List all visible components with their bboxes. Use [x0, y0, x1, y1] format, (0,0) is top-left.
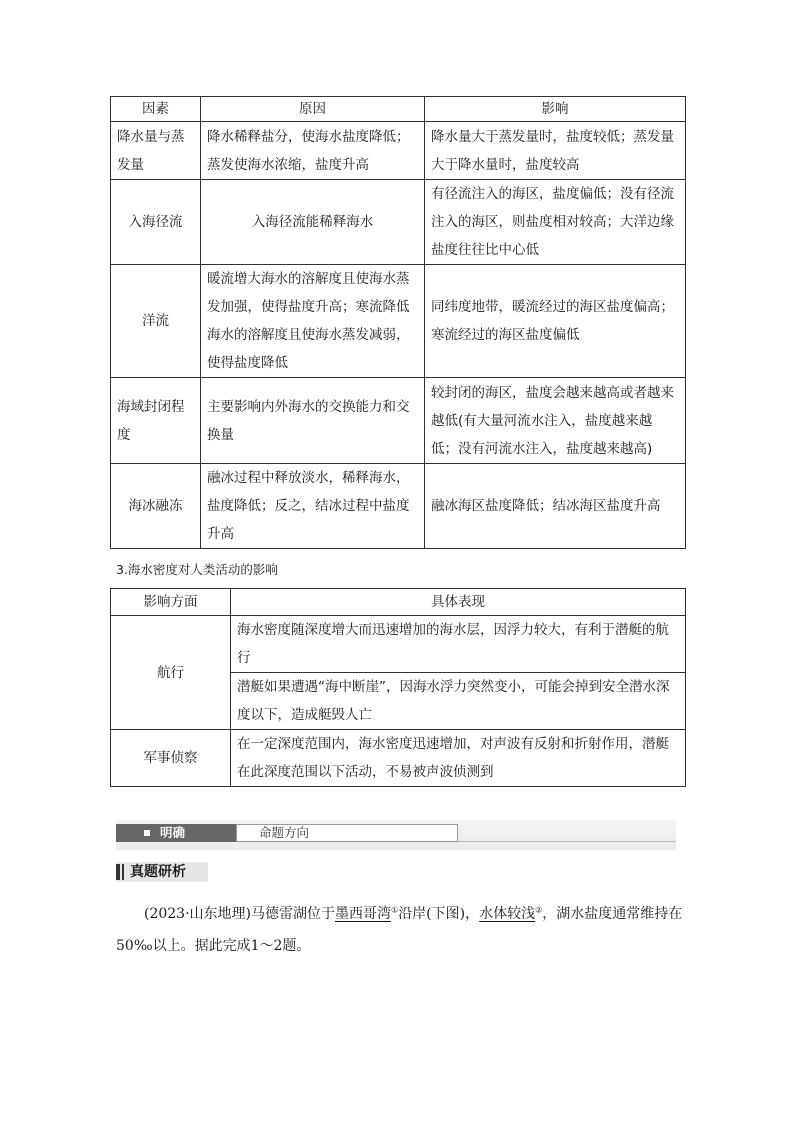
factor-cell: 海冰融冻 [111, 464, 201, 549]
marker-2: ② [535, 905, 543, 915]
question-text-1: 马德雷湖位于 [251, 906, 336, 922]
banner-label-light: 命题方向 [236, 824, 458, 842]
question-text-2: 沿岸(下图)， [398, 906, 480, 922]
banner-label-dark [116, 824, 236, 842]
effect-cell: 较封闭的海区，盐度会越来越高或者越来越低(有大量河流水注入，盐度越来越低；没有河流水注入，盐度越来越高) [425, 378, 686, 464]
section-banner [116, 820, 676, 850]
header-effect: 影响 [425, 97, 686, 122]
factor-cell: 入海径流 [111, 180, 201, 265]
question-underline-2: 水体较浅 [479, 906, 536, 922]
cause-cell: 融冰过程中释放淡水，稀释海水，盐度降低；反之，结冰过程中盐度升高 [201, 464, 425, 549]
question-paragraph [116, 898, 686, 962]
question-text-3: ，湖水盐度通常维持在50‰以上。据此完成1～2题。 [116, 906, 683, 954]
question-underline-1: 墨西哥湾 [335, 906, 392, 922]
effect-cell: 有径流注入的海区，盐度偏低；没有径流注入的海区，则盐度相对较高；大洋边缘盐度往往比中心低 [425, 180, 686, 265]
table-header-row [111, 589, 686, 616]
banner-left-text: 明确 [160, 825, 186, 840]
table-row [111, 122, 686, 180]
cause-cell: 暖流增大海水的溶解度且使海水蒸发加强，使得盐度升高；寒流降低海水的溶解度且使海水蒸发减弱，使得盐度降低 [201, 265, 425, 378]
header-factor: 因素 [111, 97, 201, 122]
density-impact-table [110, 588, 686, 787]
cause-cell: 降水稀释盐分，使海水盐度降低；蒸发使海水浓缩，盐度升高 [201, 122, 425, 180]
banner-rule [458, 841, 676, 842]
heading-bar-icon [116, 864, 120, 880]
header-aspect: 影响方面 [111, 589, 231, 616]
detail-cell: 海水密度随深度增大而迅速增加的海水层，因浮力较大，有利于潜艇的航行 [231, 616, 686, 673]
square-bullet-icon [144, 830, 150, 836]
table-row [111, 265, 686, 378]
table-row [111, 616, 686, 673]
section-heading [116, 862, 208, 882]
header-cause: 原因 [201, 97, 425, 122]
factor-cell: 海域封闭程度 [111, 378, 201, 464]
cause-cell: 主要影响内外海水的交换能力和交换量 [201, 378, 425, 464]
effect-cell: 同纬度地带，暖流经过的海区盐度偏高；寒流经过的海区盐度偏低 [425, 265, 686, 378]
section-3-title: 3.海水密度对人类活动的影响 [116, 562, 278, 577]
cause-cell: 入海径流能稀释海水 [201, 180, 425, 265]
table-header-row [111, 97, 686, 122]
effect-cell: 降水量大于蒸发量时，盐度较低；蒸发量大于降水量时，盐度较高 [425, 122, 686, 180]
table-row [111, 180, 686, 265]
factor-cell: 洋流 [111, 265, 201, 378]
effect-cell: 融冰海区盐度降低；结冰海区盐度升高 [425, 464, 686, 549]
detail-cell: 在一定深度范围内，海水密度迅速增加，对声波有反射和折射作用，潜艇在此深度范围以下活动，不易被声波侦测到 [231, 730, 686, 787]
table-row [111, 378, 686, 464]
heading-bar-icon [122, 864, 124, 880]
aspect-cell-navigation: 航行 [111, 616, 231, 730]
table-row [111, 464, 686, 549]
header-detail: 具体表现 [231, 589, 686, 616]
salinity-factors-table [110, 96, 686, 549]
marker-1: ① [391, 905, 399, 915]
factor-cell: 降水量与蒸发量 [111, 122, 201, 180]
section-heading-text: 真题研析 [130, 864, 186, 880]
aspect-cell-military: 军事侦察 [111, 730, 231, 787]
question-source: (2023·山东地理) [144, 906, 252, 922]
detail-cell: 潜艇如果遭遇“海中断崖”，因海水浮力突然变小，可能会掉到安全潜水深度以下，造成艇毁人亡 [231, 673, 686, 730]
table-row [111, 730, 686, 787]
